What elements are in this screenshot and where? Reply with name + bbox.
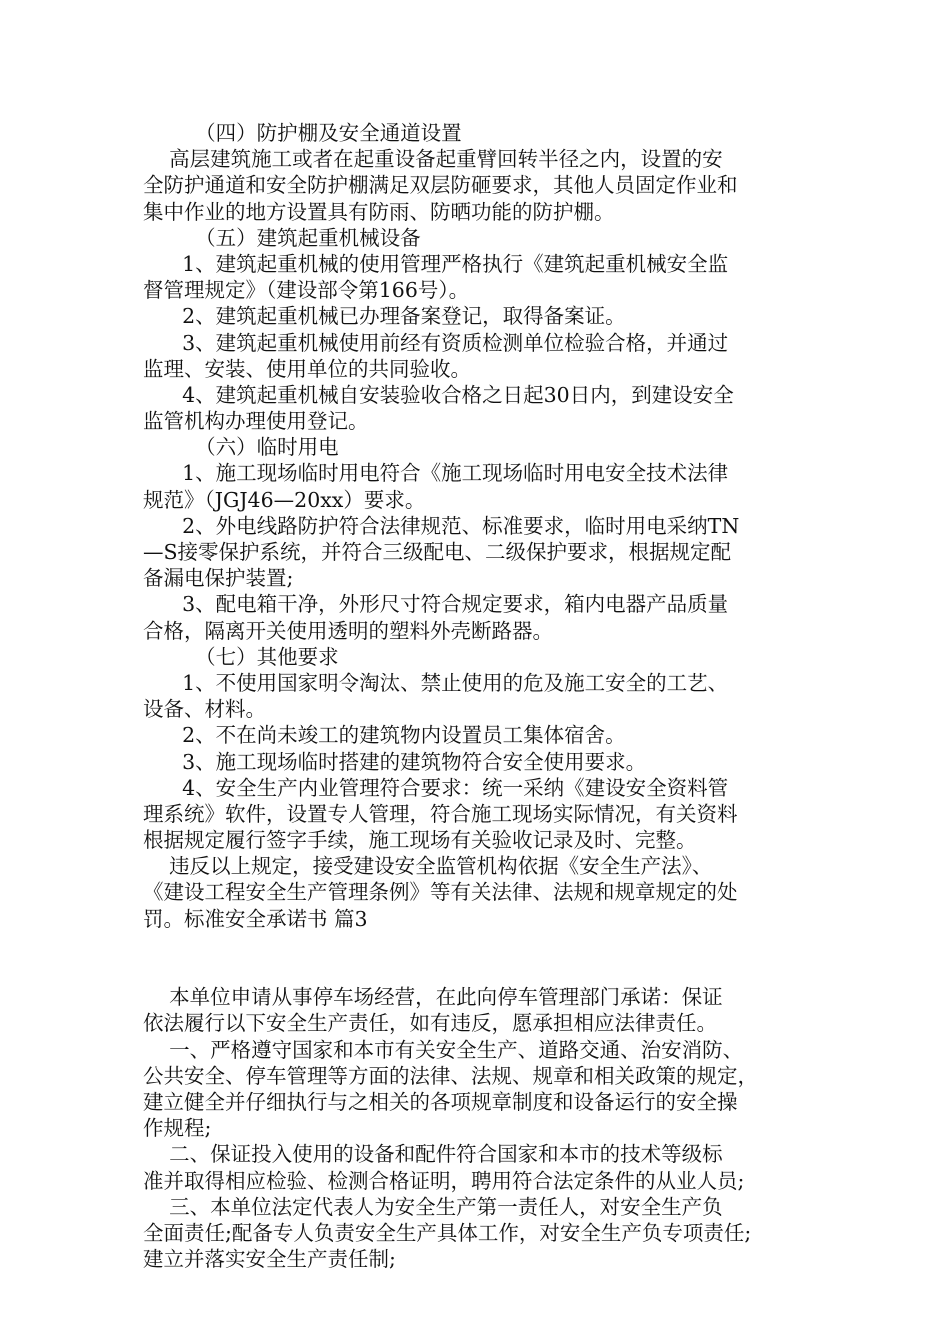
text-line: 依法履行以下安全生产责任，如有违反，愿承担相应法律责任。 [143, 1011, 717, 1036]
text-line: 建立并落实安全生产责任制; [143, 1247, 396, 1272]
text-line: 罚。标准安全承诺书 篇3 [143, 906, 368, 931]
text-line: 作规程; [143, 1116, 212, 1141]
text-line: —S接零保护系统，并符合三级配电、二级保护要求，根据规定配 [143, 540, 732, 564]
text-line: 建立健全并仔细执行与之相关的各项规章制度和设备运行的安全操 [143, 1089, 738, 1114]
text-line: （五）建筑起重机械设备 [143, 225, 421, 250]
text-line: 理系统》软件，设置专人管理，符合施工现场实际情况，有关资料 [143, 801, 738, 826]
text-line: 2、建筑起重机械已办理备案登记，取得备案证。 [143, 304, 626, 329]
text-line: （七）其他要求 [143, 644, 339, 669]
text-line: 监理、安装、使用单位的共同验收。 [143, 356, 471, 381]
text-line: 备漏电保护装置; [143, 566, 294, 591]
text-line: 集中作业的地方设置具有防雨、防晒功能的防护棚。 [143, 199, 615, 224]
text-line: 违反以上规定，接受建设安全监管机构依据《安全生产法》、 [143, 854, 713, 879]
text-line: 1、不使用国家明令淘汰、禁止使用的危及施工安全的工艺、 [143, 670, 729, 695]
text-line: 全防护通道和安全防护棚满足双层防砸要求，其他人员固定作业和 [143, 173, 738, 198]
text-line: 3、施工现场临时搭建的建筑物符合安全使用要求。 [143, 749, 647, 774]
document-body [143, 120, 815, 1272]
text-line: 1、建筑起重机械的使用管理严格执行《建筑起重机械安全监 [143, 251, 729, 276]
text-line: 设备、材料。 [143, 697, 266, 722]
text-line: 4、安全生产内业管理符合要求：统一采纳《建设安全资料管 [143, 775, 729, 800]
text-line: 二、保证投入使用的设备和配件符合国家和本市的技术等级标 [143, 1142, 723, 1167]
text-line: 三、本单位法定代表人为安全生产第一责任人，对安全生产负 [143, 1194, 723, 1219]
text-line: 2、不在尚未竣工的建筑物内设置员工集体宿舍。 [143, 723, 626, 748]
text-line: 高层建筑施工或者在起重设备起重臂回转半径之内，设置的安 [143, 147, 723, 172]
text-line: 督管理规定》（建设部令第166号）。 [143, 278, 470, 303]
text-line: （四）防护棚及安全通道设置 [143, 121, 462, 145]
text-line: 合格，隔离开关使用透明的塑料外壳断路器。 [143, 618, 553, 643]
text-line: 1、施工现场临时用电符合《施工现场临时用电安全技术法律 [143, 461, 729, 486]
text-line: 根据规定履行签字手续，施工现场有关验收记录及时、完整。 [143, 828, 697, 853]
text-line: 3、建筑起重机械使用前经有资质检测单位检验合格，并通过 [143, 330, 729, 355]
text-line: 《建设工程安全生产管理条例》等有关法律、法规和规章规定的处 [143, 880, 738, 905]
text-line: 3、配电箱干净，外形尺寸符合规定要求，箱内电器产品质量 [143, 592, 729, 617]
section-gap [143, 932, 815, 984]
text-line: 4、建筑起重机械自安装验收合格之日起30日内，到建设安全 [143, 382, 734, 407]
text-line: 规范》（JGJ46—20xx）要求。 [143, 487, 426, 512]
text-line: 公共安全、停车管理等方面的法律、法规、规章和相关政策的规定， [143, 1063, 758, 1088]
text-line: 监管机构办理使用登记。 [143, 409, 369, 434]
text-line: （六）临时用电 [143, 435, 339, 460]
text-line: 全面责任;配备专人负责安全生产具体工作，对安全生产负专项责任; [143, 1220, 752, 1245]
text-line: 准并取得相应检验、检测合格证明，聘用符合法定条件的从业人员; [143, 1168, 745, 1193]
text-line: 本单位申请从事停车场经营，在此向停车管理部门承诺：保证 [143, 985, 723, 1010]
text-line: 一、严格遵守国家和本市有关安全生产、道路交通、治安消防、 [143, 1037, 744, 1062]
text-line: 2、外电线路防护符合法律规范、标准要求，临时用电采纳TN [143, 513, 740, 538]
